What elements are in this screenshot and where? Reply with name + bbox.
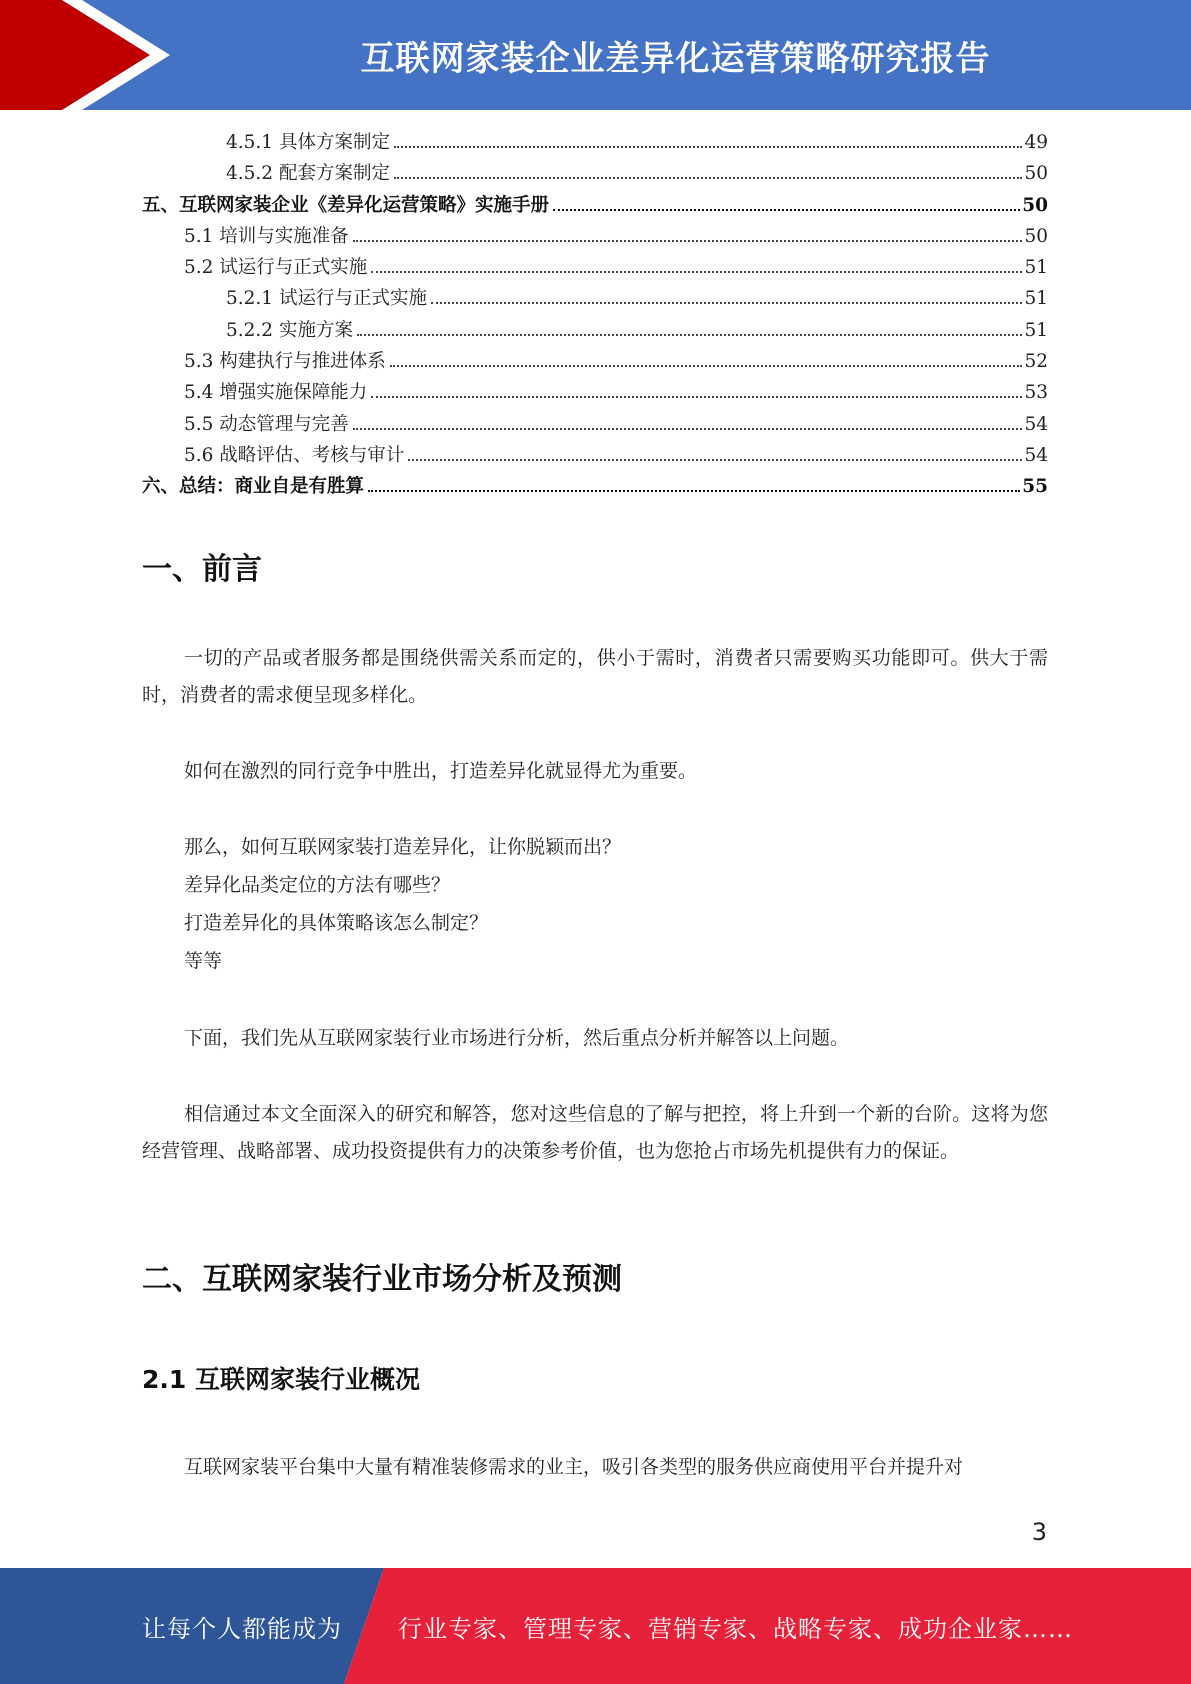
toc-entry-label: 5.2 试运行与正式实施: [184, 257, 368, 279]
section-heading-preface: 一、前言: [142, 552, 262, 587]
question-line: 差异化品类定位的方法有哪些？: [184, 874, 451, 896]
toc-entry-label: 5.2.1 试运行与正式实施: [226, 288, 427, 310]
toc-leader-dots: [368, 489, 1020, 492]
toc-entry-page: 50: [1024, 163, 1048, 185]
toc-entry-label: 5.6 战略评估、考核与审计: [184, 444, 405, 466]
toc-entry-label: 5.4 增强实施保障能力: [184, 382, 368, 404]
toc-entry[interactable]: [142, 316, 1048, 347]
toc-entry-page: 53: [1024, 382, 1048, 404]
toc-entry[interactable]: [142, 253, 1048, 284]
toc-entry[interactable]: [142, 441, 1048, 472]
toc-entry-page: 55: [1022, 476, 1048, 498]
toc-leader-dots: [371, 395, 1022, 398]
toc-entry[interactable]: [142, 472, 1048, 503]
toc-entry[interactable]: [142, 159, 1048, 190]
toc-entry-label: 5.5 动态管理与完善: [184, 413, 349, 435]
toc-entry[interactable]: [142, 410, 1048, 441]
toc-entry-page: 49: [1024, 132, 1048, 153]
paragraph: 如何在激烈的同行竞争中胜出，打造差异化就显得尤为重要。: [184, 760, 698, 782]
toc-leader-dots: [371, 270, 1022, 273]
toc-entry-page: 50: [1024, 225, 1048, 247]
toc-entry[interactable]: [142, 378, 1048, 409]
toc-leader-dots: [394, 145, 1022, 148]
toc-leader-dots: [390, 364, 1023, 367]
toc-entry-page: 52: [1024, 351, 1048, 373]
toc-entry-page: 54: [1024, 444, 1048, 466]
table-of-contents: [142, 128, 1048, 504]
toc-entry-label: 5.1 培训与实施准备: [184, 225, 349, 247]
toc-entry[interactable]: [142, 347, 1048, 378]
footer-slogan-right: 行业专家、管理专家、营销专家、战略专家、成功企业家……: [398, 1614, 1073, 1643]
subsection-heading: 2.1 互联网家装行业概况: [142, 1365, 420, 1394]
document-title: 互联网家装企业差异化运营策略研究报告: [360, 38, 991, 79]
paragraph: 下面，我们先从互联网家装行业市场进行分析，然后重点分析并解答以上问题。: [184, 1027, 850, 1049]
page-footer: [0, 1568, 1191, 1684]
toc-leader-dots: [353, 427, 1023, 430]
paragraph: 相信通过本文全面深入的研究和解答，您对这些信息的了解与把控，将上升到一个新的台阶。这将为您经营管理、战略部署、成功投资提供有力的决策参考价值，也为您抢占市场先机提供有力的保证。: [142, 1103, 1048, 1162]
toc-entry-label: 4.5.2 配套方案制定: [226, 163, 390, 185]
toc-entry-page: 54: [1024, 413, 1048, 435]
toc-entry-page: 50: [1022, 194, 1048, 216]
toc-leader-dots: [357, 333, 1023, 336]
toc-entry-page: 51: [1024, 319, 1048, 341]
toc-leader-dots: [408, 458, 1022, 461]
toc-entry-page: 51: [1024, 288, 1048, 310]
toc-leader-dots: [353, 239, 1023, 242]
question-line: 等等: [184, 950, 223, 972]
question-line: 那么，如何互联网家装打造差异化，让你脱颖而出？: [184, 836, 622, 858]
toc-entry[interactable]: [142, 128, 1048, 159]
paragraph: 互联网家装平台集中大量有精准装修需求的业主，吸引各类型的服务供应商使用平台并提升对: [184, 1456, 964, 1478]
toc-entry-label: 六、总结：商业自是有胜算: [142, 476, 365, 498]
toc-leader-dots: [553, 208, 1020, 211]
toc-entry-page: 51: [1024, 257, 1048, 279]
toc-entry-label: 5.2.2 实施方案: [226, 319, 353, 341]
toc-entry-label: 五、互联网家装企业《差异化运营策略》实施手册: [142, 194, 550, 216]
toc-leader-dots: [431, 301, 1022, 304]
page-header: [0, 0, 1191, 110]
toc-entry-label: 4.5.1 具体方案制定: [226, 132, 390, 153]
toc-entry-label: 5.3 构建执行与推进体系: [184, 351, 386, 373]
question-line: 打造差异化的具体策略该怎么制定？: [184, 912, 489, 934]
page-number: 3: [1031, 1518, 1047, 1546]
section-heading-market-analysis: 二、互联网家装行业市场分析及预测: [142, 1262, 622, 1297]
paragraph: 一切的产品或者服务都是围绕供需关系而定的，供小于需时，消费者只需要购买功能即可。供大于需时，消费者的需求便呈现多样化。: [142, 647, 1048, 706]
toc-entry[interactable]: [142, 191, 1048, 222]
toc-entry[interactable]: [142, 284, 1048, 315]
footer-slogan-left: 让每个人都能成为: [142, 1614, 342, 1643]
toc-entry[interactable]: [142, 222, 1048, 253]
toc-leader-dots: [394, 176, 1022, 179]
